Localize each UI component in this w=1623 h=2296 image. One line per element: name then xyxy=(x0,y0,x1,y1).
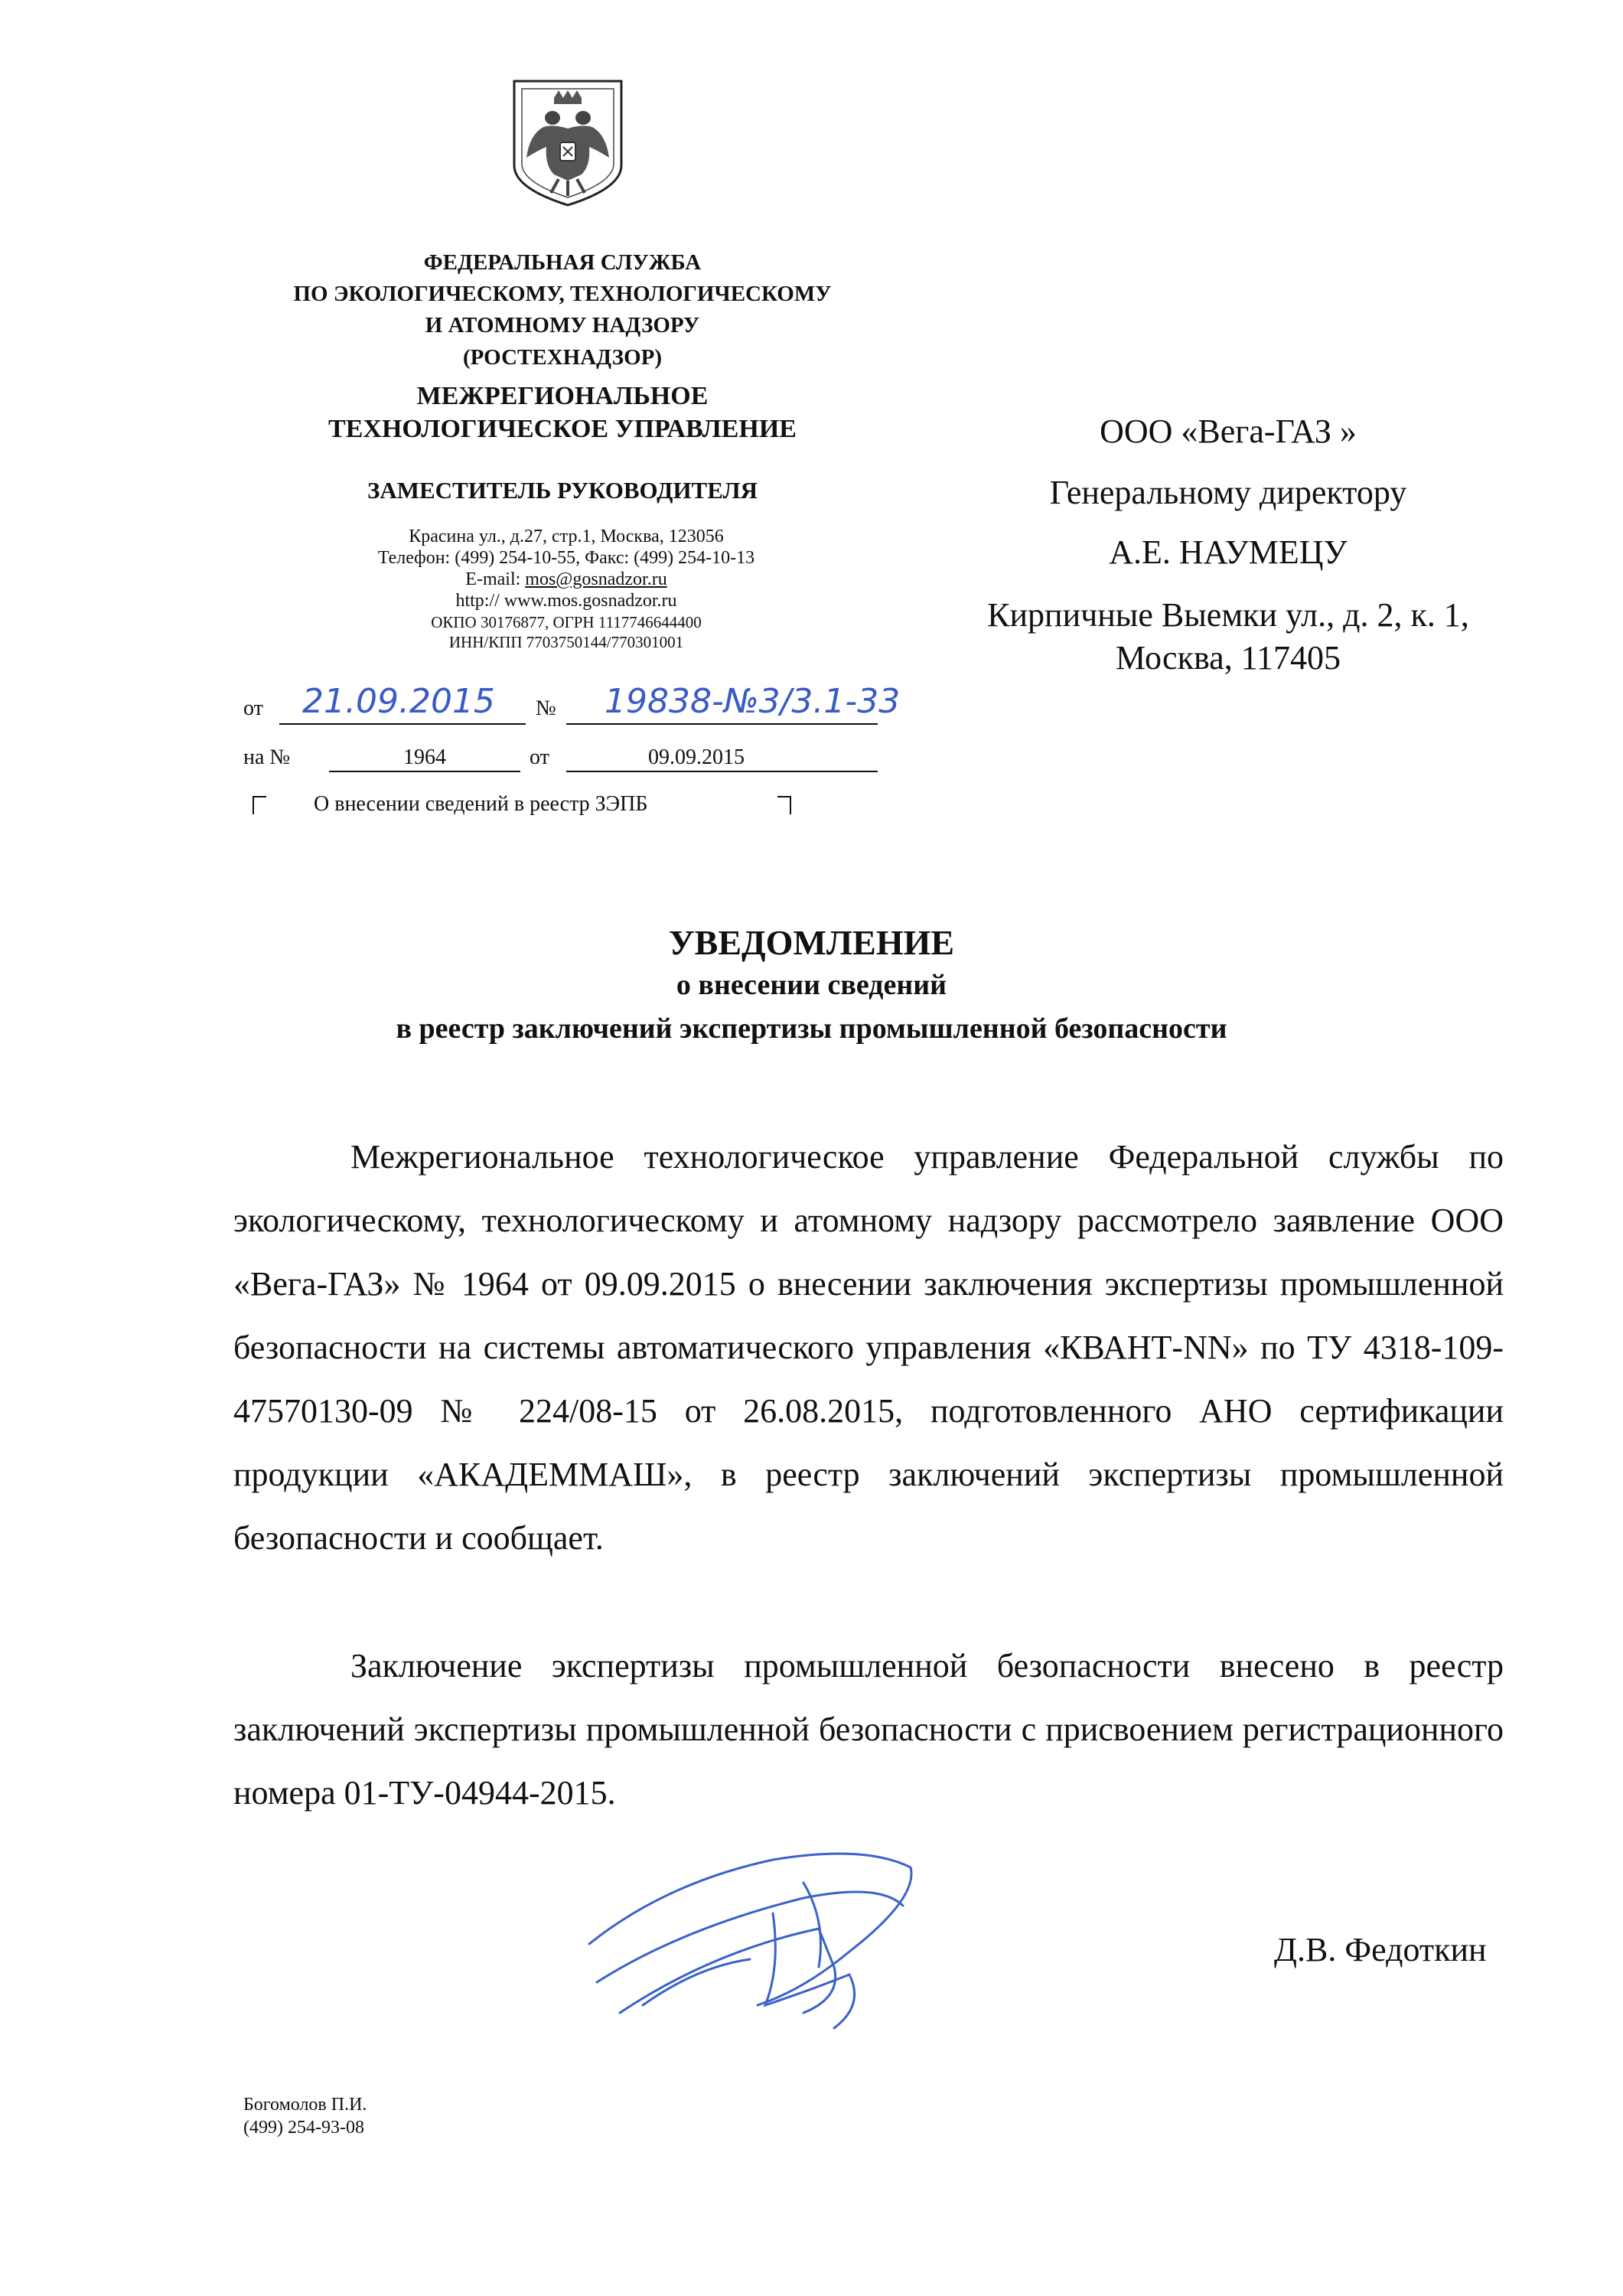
department-name-line: МЕЖРЕГИОНАЛЬНОЕ xyxy=(416,382,709,410)
document-subtitle-line1: о внесении сведений xyxy=(676,969,947,1001)
addressee-position: Генеральному директору xyxy=(1049,474,1407,511)
addressee-city: Москва, 117405 xyxy=(1115,639,1341,677)
signatory-position: ЗАМЕСТИТЕЛЬ РУКОВОДИТЕЛЯ xyxy=(367,477,758,504)
outgoing-date-rule xyxy=(279,723,526,725)
letter-subject: О внесении сведений в реестр ЗЭПБ xyxy=(314,792,648,816)
sender-address: Красина ул., д.27, стр.1, Москва, 123056 xyxy=(409,527,724,546)
body-paragraph-1: Межрегиональное технологическое управление Федеральной службы по экологическому, технологическому и атомному надзору рассмотрело заявление ООО «Вега-ГАЗ» № 1964 от 09.09.2015 о внесении заключения экспертизы промышленной безопасности на системы автоматического управления «КВАНТ-NN» по ТУ 4318-109-47570130-09 № 224/08-15 от 26.08.2015, подготовленного АНО сертификации продукции «АКАДЕММАШ», в реестр заключений экспертизы промышленной безопасности и сообщает. xyxy=(233,1138,1504,1557)
reference-number-label: на № xyxy=(243,745,291,769)
agency-name-line: И АТОМНОМУ НАДЗОРУ xyxy=(425,313,700,338)
sender-website[interactable]: http:// www.mos.gosnadzor.ru xyxy=(455,591,677,611)
outgoing-number-rule xyxy=(566,723,878,725)
reference-number-rule xyxy=(329,771,520,772)
outgoing-number-handwritten: 19838-№3/3.1-33 xyxy=(605,682,901,721)
outgoing-date-handwritten: 21.09.2015 xyxy=(302,682,495,721)
reference-date-label: от xyxy=(530,745,549,769)
agency-name-line: (РОСТЕХНАДЗОР) xyxy=(462,345,663,370)
reference-date: 09.09.2015 xyxy=(648,745,745,769)
addressee-street: Кирпичные Выемки ул., д. 2, к. 1, xyxy=(987,596,1469,634)
coat-of-arms-emblem xyxy=(499,73,637,211)
addressee-company: ООО «Вега-ГАЗ » xyxy=(1100,413,1357,450)
document-title: УВЕДОМЛЕНИЕ xyxy=(668,923,955,962)
reference-number: 1964 xyxy=(403,745,446,769)
subject-bracket-right xyxy=(777,796,791,814)
reference-date-rule xyxy=(566,771,878,772)
department-name-line: ТЕХНОЛОГИЧЕСКОЕ УПРАВЛЕНИЕ xyxy=(328,415,797,443)
outgoing-number-label: № xyxy=(536,696,556,720)
handwritten-signature xyxy=(574,1814,1002,2043)
document-subtitle-line2: в реестр заключений экспертизы промышленной безопасности xyxy=(396,1013,1227,1045)
executor-phone: (499) 254-93-08 xyxy=(243,2118,364,2138)
sender-inn-kpp: ИНН/КПП 7703750144/770301001 xyxy=(448,633,684,651)
addressee-name: А.Е. НАУМЕЦУ xyxy=(1109,533,1348,571)
email-label: E-mail: xyxy=(465,569,526,589)
sender-email-line xyxy=(222,569,911,590)
agency-name-line: ФЕДЕРАЛЬНАЯ СЛУЖБА xyxy=(423,250,702,275)
subject-bracket-left xyxy=(253,796,266,814)
signer-name: Д.В. Федоткин xyxy=(1274,1931,1487,1968)
outgoing-date-label: от xyxy=(243,696,263,720)
body-paragraph-2: Заключение экспертизы промышленной безопасности внесено в реестр заключений экспертизы промышленной безопасности с присвоением регистрационного номера 01-ТУ-04944-2015. xyxy=(233,1647,1504,1812)
executor-name: Богомолов П.И. xyxy=(243,2095,367,2115)
agency-name-line: ПО ЭКОЛОГИЧЕСКОМУ, ТЕХНОЛОГИЧЕСКОМУ xyxy=(293,282,832,306)
sender-okpo-ogrn: ОКПО 30176877, ОГРН 1117746644400 xyxy=(431,613,702,631)
sender-phone-fax: Телефон: (499) 254-10-55, Факс: (499) 254-10-13 xyxy=(377,548,755,568)
email-link[interactable]: mos@gosnadzor.ru xyxy=(525,569,667,589)
